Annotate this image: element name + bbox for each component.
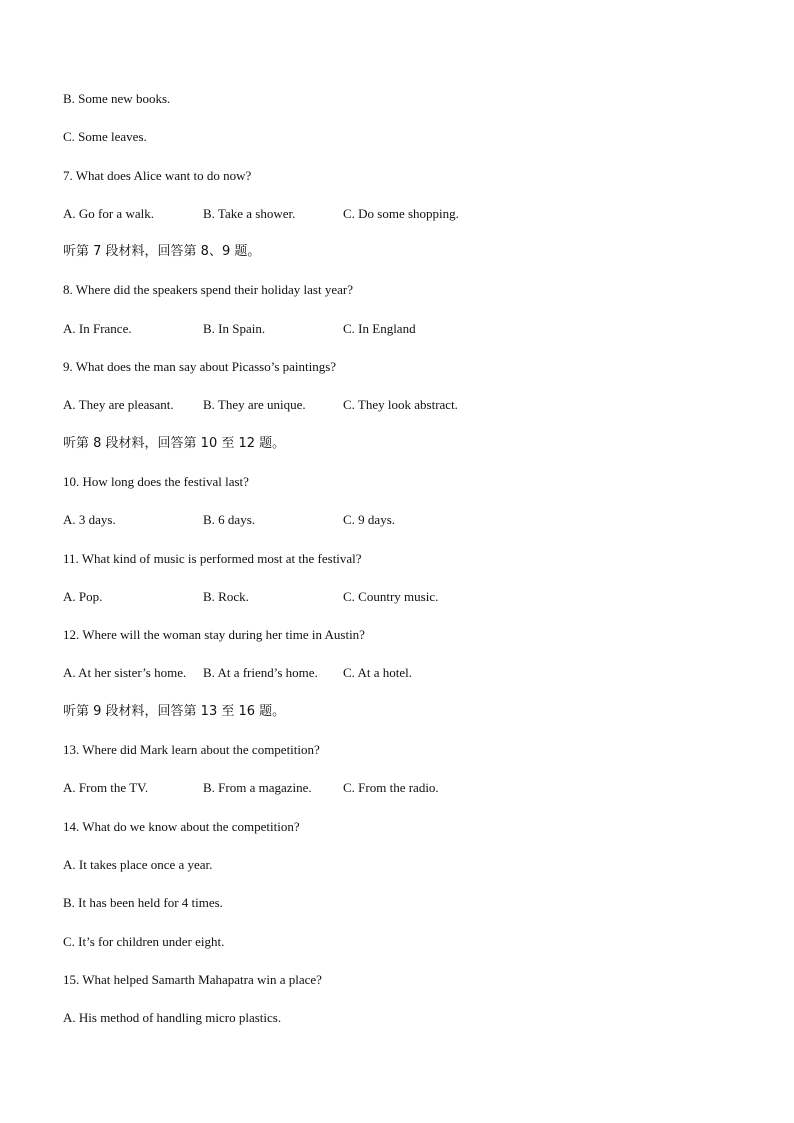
options-row — [63, 319, 743, 357]
question-line: 12. Where will the woman stay during her time in Austin? — [63, 627, 365, 643]
question-line: 9. What does the man say about Picasso’s paintings? — [63, 359, 337, 375]
option-line: B. Some new books. — [63, 91, 171, 106]
question-line: 10. How long does the festival last? — [63, 473, 249, 489]
question-line: 11. What kind of music is performed most at the festival? — [63, 550, 362, 566]
question-line: 8. Where did the speakers spend their holiday last year? — [63, 282, 353, 298]
option-line: A. His method of handling micro plastics. — [63, 1010, 282, 1026]
section-instruction: 听第 8 段材料，回答第 10 至 12 题。 — [63, 435, 286, 451]
document-body — [63, 89, 743, 1046]
option-line: C. It’s for children under eight. — [63, 933, 225, 949]
options-row — [63, 587, 743, 625]
option-c: C. 9 days. — [343, 512, 395, 528]
options-row — [63, 663, 743, 701]
option-b: B. At a friend’s home. — [203, 665, 318, 681]
option-a: A. They are pleasant. — [63, 397, 174, 413]
option-b: B. 6 days. — [203, 512, 255, 528]
question-line: 14. What do we know about the competition? — [63, 818, 300, 834]
section-instruction: 听第 9 段材料，回答第 13 至 16 题。 — [63, 703, 286, 719]
option-line: A. It takes place once a year. — [63, 856, 213, 872]
question-line: 13. Where did Mark learn about the competition? — [63, 742, 320, 758]
options-row — [63, 778, 743, 816]
option-c: C. From the radio. — [343, 780, 439, 796]
option-a: A. At her sister’s home. — [63, 665, 187, 681]
option-b: B. From a magazine. — [203, 780, 312, 796]
option-c: C. In England — [343, 320, 416, 336]
option-b: B. Take a shower. — [203, 205, 296, 221]
option-c: C. At a hotel. — [343, 665, 412, 681]
option-line: B. It has been held for 4 times. — [63, 895, 223, 911]
option-c: C. They look abstract. — [343, 397, 458, 413]
question-line: 7. What does Alice want to do now? — [63, 167, 252, 183]
option-a: A. Go for a walk. — [63, 205, 154, 221]
option-b: B. They are unique. — [203, 397, 306, 413]
option-a: A. From the TV. — [63, 780, 149, 796]
option-b: B. In Spain. — [203, 320, 266, 336]
option-line: C. Some leaves. — [63, 129, 147, 145]
section-instruction: 听第 7 段材料，回答第 8、9 题。 — [63, 244, 261, 260]
option-c: C. Do some shopping. — [343, 205, 459, 221]
option-a: A. 3 days. — [63, 512, 116, 528]
options-row — [63, 395, 743, 433]
options-row — [63, 204, 743, 242]
option-a: A. In France. — [63, 320, 132, 336]
question-line: 15. What helped Samarth Mahapatra win a place? — [63, 971, 322, 987]
option-c: C. Country music. — [343, 588, 439, 604]
options-row — [63, 510, 743, 548]
option-a: A. Pop. — [63, 588, 103, 604]
option-b: B. Rock. — [203, 588, 249, 604]
